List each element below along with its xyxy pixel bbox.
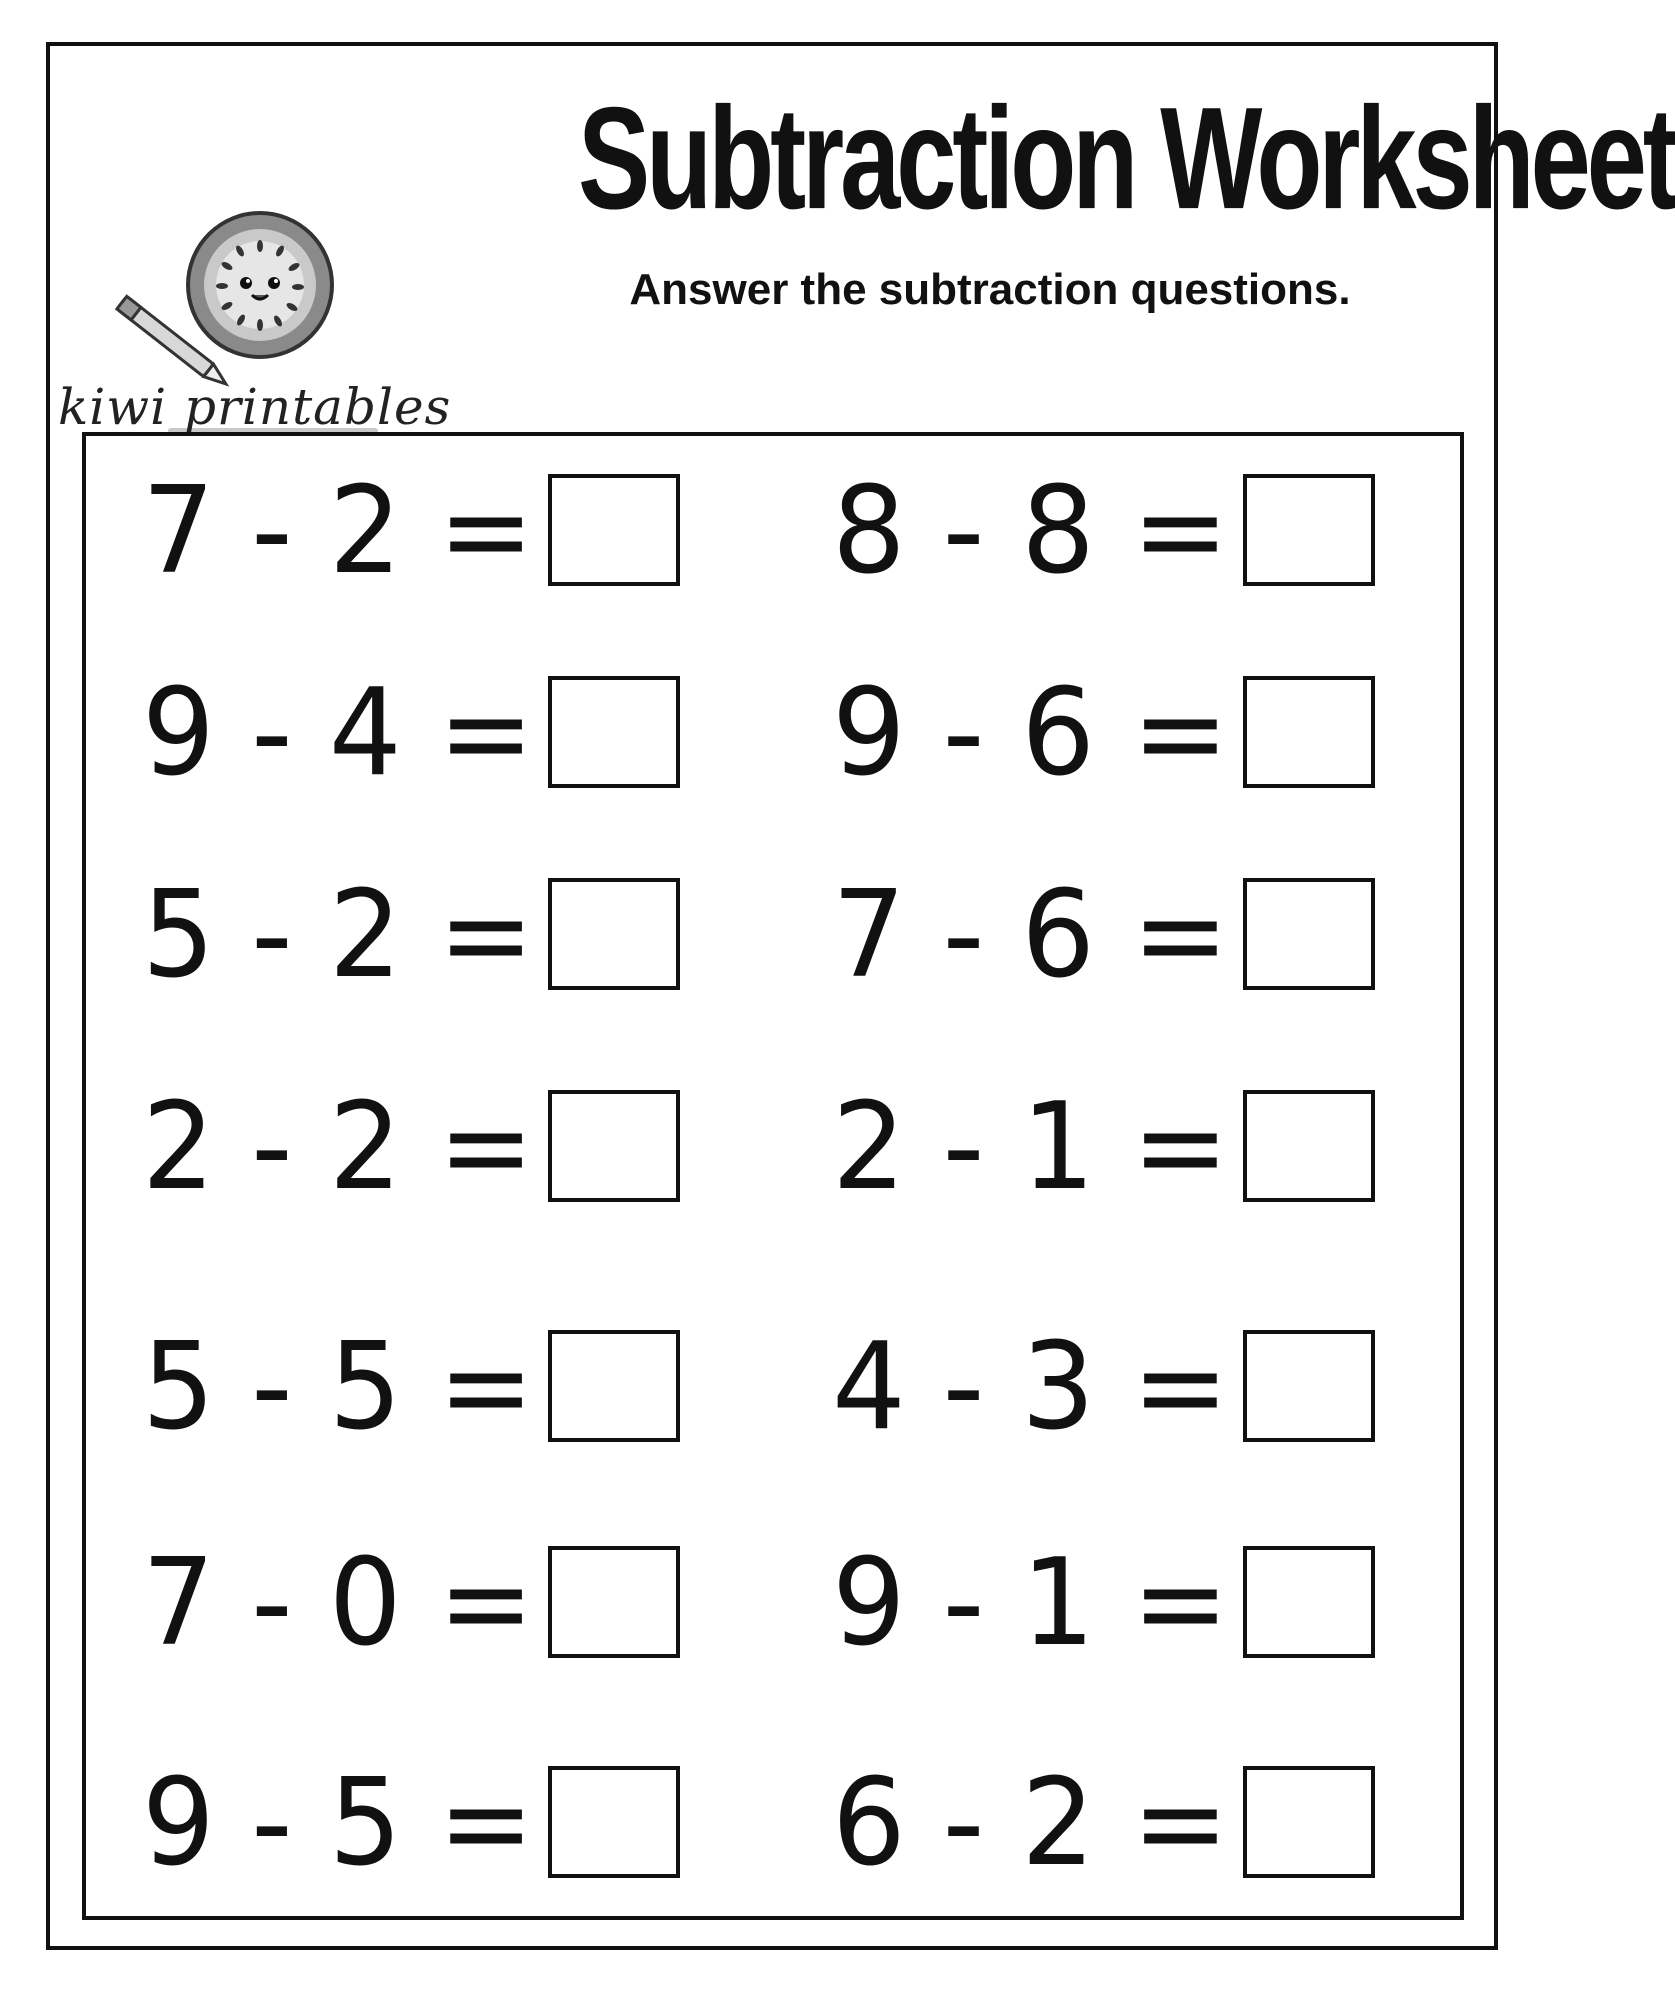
problem-expression: 6 - 2 = <box>832 1754 1229 1893</box>
answer-box[interactable] <box>548 1546 680 1658</box>
answer-box[interactable] <box>548 1766 680 1878</box>
answer-box[interactable] <box>548 474 680 586</box>
answer-box[interactable] <box>548 676 680 788</box>
answer-box[interactable] <box>1243 676 1375 788</box>
problem-expression: 2 - 2 = <box>142 1078 534 1217</box>
answer-box[interactable] <box>548 1330 680 1442</box>
problem-expression: 9 - 1 = <box>832 1534 1229 1673</box>
answer-box[interactable] <box>1243 878 1375 990</box>
answer-box[interactable] <box>1243 1330 1375 1442</box>
problem-expression: 7 - 2 = <box>142 462 534 601</box>
problem-expression: 7 - 6 = <box>832 866 1229 1005</box>
problem-expression: 8 - 8 = <box>832 462 1229 601</box>
answer-box[interactable] <box>1243 1090 1375 1202</box>
problem-expression: 4 - 3 = <box>832 1318 1229 1457</box>
worksheet-instructions: Answer the subtraction questions. <box>629 265 1351 314</box>
problem-expression: 9 - 5 = <box>142 1754 534 1893</box>
answer-box[interactable] <box>1243 1546 1375 1658</box>
answer-box[interactable] <box>1243 1766 1375 1878</box>
problem-expression: 5 - 2 = <box>142 866 534 1005</box>
problem-expression: 9 - 6 = <box>832 664 1229 803</box>
problem-expression: 7 - 0 = <box>142 1534 534 1673</box>
answer-box[interactable] <box>548 878 680 990</box>
logo-text: kiwi printables <box>58 378 452 436</box>
answer-box[interactable] <box>1243 474 1375 586</box>
worksheet-title: Subtraction Worksheet <box>578 77 1675 239</box>
problem-expression: 9 - 4 = <box>142 664 534 803</box>
answer-box[interactable] <box>548 1090 680 1202</box>
problem-expression: 5 - 5 = <box>142 1318 534 1457</box>
problem-expression: 2 - 1 = <box>832 1078 1229 1217</box>
